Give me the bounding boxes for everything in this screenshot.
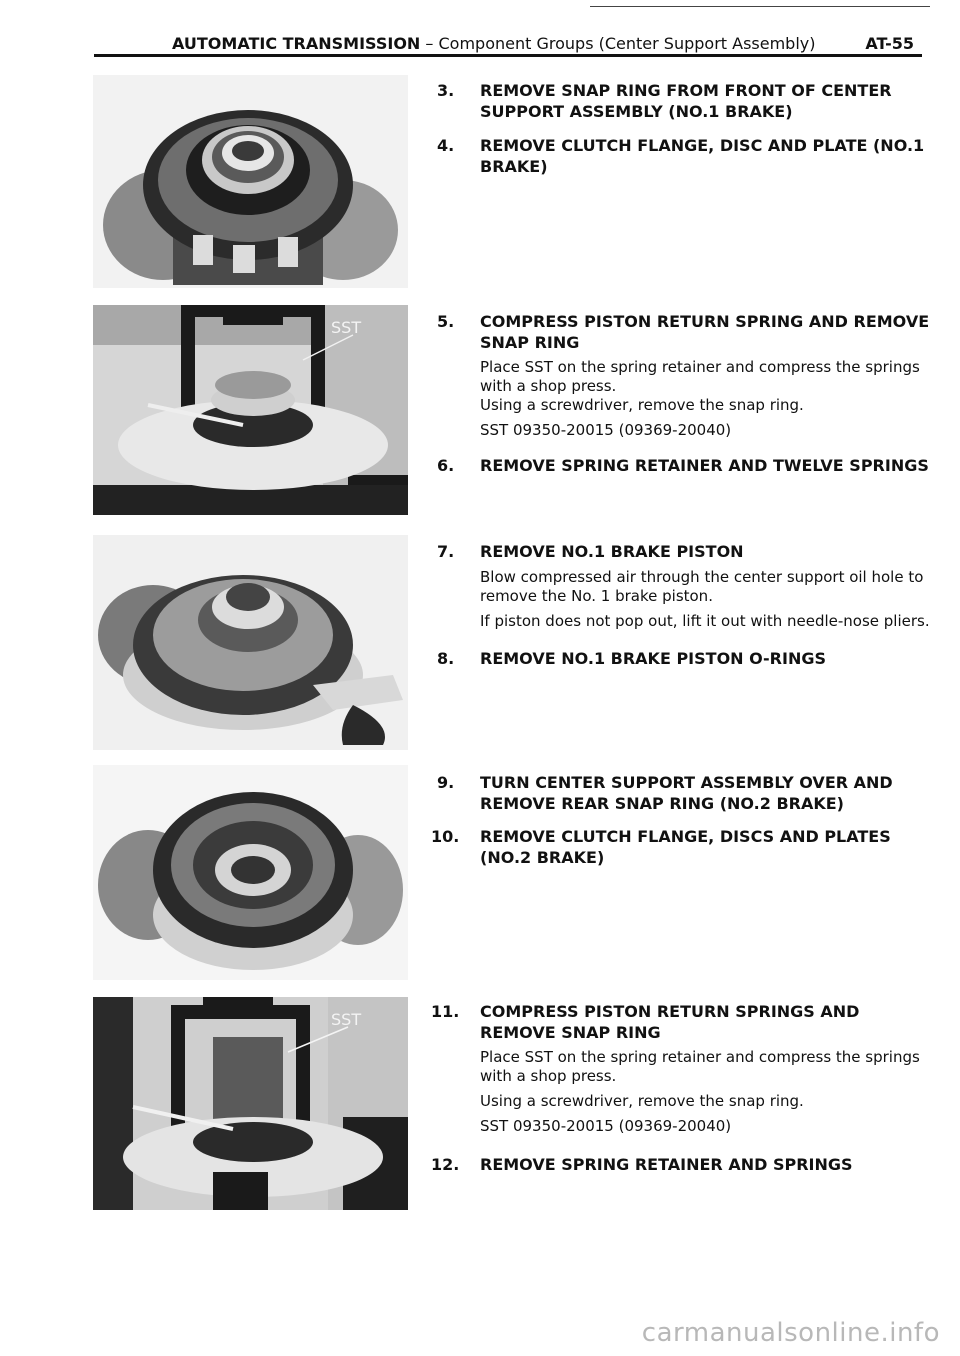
header-title	[172, 34, 815, 53]
watermark: carmanualsonline.info	[641, 1318, 940, 1348]
step-title: REMOVE SNAP RING FROM FRONT OF CENTER SUPPORT ASSEMBLY (NO.1 BRAKE)	[480, 81, 892, 121]
step-number: 10.	[431, 827, 460, 846]
step-number: 12.	[431, 1155, 460, 1174]
step-number: 5.	[437, 312, 455, 331]
photo-remove-piston	[93, 535, 408, 750]
photo-compress-spring-sst	[93, 305, 408, 515]
step-number: 9.	[437, 773, 455, 792]
step-paragraph: If piston does not pop out, lift it out with needle-nose pliers.	[480, 612, 930, 630]
photo-turn-over-assembly	[93, 765, 408, 980]
header-rule	[94, 54, 922, 57]
step-title: REMOVE SPRING RETAINER AND TWELVE SPRINGS	[480, 456, 929, 475]
step-title: COMPRESS PISTON RETURN SPRING AND REMOVE SNAP RING	[480, 312, 930, 352]
top-rule	[590, 6, 930, 7]
step-title: COMPRESS PISTON RETURN SPRINGS AND REMOVE SNAP RING	[480, 1002, 860, 1042]
sst-label: SST	[331, 1010, 362, 1029]
page-number: AT-55	[865, 34, 914, 53]
step-title: REMOVE CLUTCH FLANGE, DISC AND PLATE (NO.1 BRAKE)	[480, 136, 925, 176]
photo-snap-ring-front	[93, 75, 408, 288]
step-title: REMOVE SPRING RETAINER AND SPRINGS	[480, 1155, 853, 1174]
step-body	[480, 358, 930, 446]
header-title-rest: – Component Groups (Center Support Assembly)	[420, 34, 816, 53]
step-number: 3.	[437, 81, 455, 100]
step-paragraph: SST 09350-20015 (09369-20040)	[480, 1117, 732, 1135]
step-paragraph: Place SST on the spring retainer and compress the springs with a shop press.	[480, 1048, 920, 1085]
step-paragraph: Using a screwdriver, remove the snap ring.	[480, 1092, 804, 1110]
step-paragraph: Using a screwdriver, remove the snap ring.	[480, 396, 804, 414]
step-number: 4.	[437, 136, 455, 155]
step-number: 7.	[437, 542, 455, 561]
step-title: REMOVE CLUTCH FLANGE, DISCS AND PLATES (NO.2 BRAKE)	[480, 827, 891, 867]
step-title: REMOVE NO.1 BRAKE PISTON O-RINGS	[480, 649, 826, 668]
step-title: REMOVE NO.1 BRAKE PISTON	[480, 542, 744, 561]
step-body	[480, 1048, 930, 1142]
step-body	[480, 568, 930, 637]
sst-label: SST	[331, 318, 362, 337]
step-number: 8.	[437, 649, 455, 668]
step-paragraph: SST 09350-20015 (09369-20040)	[480, 421, 732, 439]
step-paragraph: Place SST on the spring retainer and compress the springs with a shop press.	[480, 358, 920, 395]
step-number: 11.	[431, 1002, 460, 1021]
header-title-bold: AUTOMATIC TRANSMISSION	[172, 34, 421, 53]
step-title: TURN CENTER SUPPORT ASSEMBLY OVER AND REMOVE REAR SNAP RING (NO.2 BRAKE)	[480, 773, 893, 813]
photo-compress-springs-sst	[93, 997, 408, 1210]
step-number: 6.	[437, 456, 455, 475]
step-paragraph: Blow compressed air through the center support oil hole to remove the No. 1 brake piston.	[480, 568, 924, 605]
